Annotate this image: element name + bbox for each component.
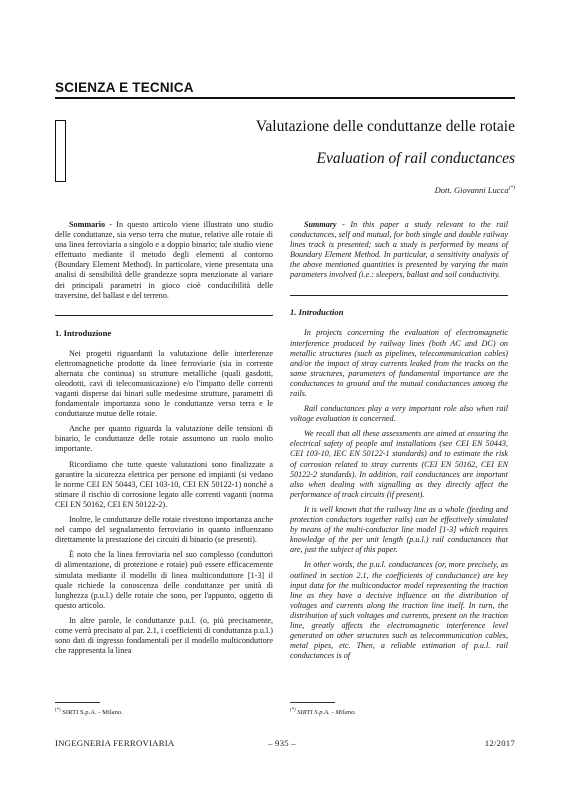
- paragraph: It is well known that the railway line as a whole (feeding and protection conductors together rails) can be effectively simulated by means of the multi-conductor line model [1-3] which requires knowledge of the per unit length (p.u.l.) rail conductances that are, just the subject of this paper.: [290, 504, 508, 555]
- footer-page-number: – 935 –: [268, 738, 296, 748]
- paragraph: Ricordiamo che tutte queste valutazioni sono finalizzate a garantire la sicurezza elettrica per persone ed impianti (si vedano le norme CEI EN 50443, CEI 103-10, CEI EN 50122-1) nonché a stimare il rischio di corrosione legato alle correnti vaganti (norma CEI EN 50162, CEI EN 50122-2).: [55, 459, 273, 509]
- section-label: SCIENZA E TECNICA: [55, 80, 194, 95]
- paragraph: Rail conductances play a very important role also when rail voltage evaluation is concerned.: [290, 404, 508, 424]
- footer-date: 12/2017: [484, 738, 515, 748]
- paragraph: Anche per quanto riguarda la valutazione delle tensioni di binario, le conduttanze delle rotaie assumono un ruolo molto importante.: [55, 424, 273, 454]
- summary-english: [290, 220, 508, 281]
- paragraph: We recall that all these assessments are aimed at ensuring the electrical safety of people and installations (see CEI EN 50443, CEI 103-10, IEC EN 50122-1 standards) and to estimate the risk of corrosion related to stray currents (CEI EN 50162, CEI EN 50122-2 standards). In addition, rail conductances are important also when dealing with signalling as they directly affect the performance of track circuits (if present).: [290, 429, 508, 499]
- left-column: [55, 220, 273, 661]
- section-divider: [290, 295, 508, 296]
- summary-label: Summary: [304, 220, 337, 229]
- footnote-right: [290, 708, 356, 716]
- header-rule: [55, 97, 515, 99]
- paragraph: È noto che la linea ferroviaria nel suo complesso (conduttori di alimentazione, di protezione e rotaie) può essere efficacemente simulata mediante il modello di linea multiconduttore [1-3] il quale richiede la conoscenza delle conduttanze per unità di lunghezza (p.u.l.) delle rotaie che sono, per l'appunto, oggetto di questo articolo.: [55, 550, 273, 610]
- footer-journal: INGEGNERIA FERROVIARIA: [55, 738, 175, 748]
- summary-italian: [55, 220, 273, 301]
- paragraph: In altre parole, le conduttanze p.u.l. (o, più precisamente, come verrà precisato al par. 2.1, i coefficienti di conduttanza p.u.l.) sono dati di ingresso fondamentali per il modello multiconduttore che rappresenta la linea: [55, 615, 273, 656]
- footnote-text: SIRTI S.p.A. - Milano.: [295, 709, 357, 717]
- section-heading: 1. Introduzione: [55, 327, 112, 338]
- summary-label: Sommario: [69, 220, 106, 229]
- author-footnote-mark: (*): [508, 185, 515, 192]
- summary-text: - In questo articolo viene illustrato uno studio delle conduttanze, sia verso terra che mutue, relative alle rotaie di una linea ferroviaria a singolo e a doppio binario; tale studio viene effettuato mediante il metodo degli elementi al contorno (Boundary Element Method). In particolare, viene presentata una analisi di sensibilità delle grandezze sopra menzionate al variare dei principali parametri in gioco cioè conducibilità delle traversine, del ballast e del terreno.: [55, 220, 273, 300]
- footnote-mark: (*): [290, 708, 296, 713]
- author-name: Dott. Giovanni Lucca: [434, 185, 509, 195]
- footnote-mark: (*): [55, 708, 61, 713]
- paragraph: In projects concerning the evaluation of electromagnetic interference produced by railway lines (both AC and DC) on metallic structures (such as pipelines, telecommunication cables) and/or the impact of stray currents leaked from the tracks on the same structures, parameters of fundamental importance are the conductances to ground and the mutual conductances among the rails.: [290, 328, 508, 399]
- author-line: [435, 185, 515, 195]
- section-heading: 1. Introduction: [290, 307, 344, 318]
- paragraph: Inoltre, le conduttanze delle rotaie rivestono importanza anche nel campo del segnalamento ferroviario in quanto influenzano direttamente la prestazione dei circuiti di binario (se presenti).: [55, 515, 273, 545]
- side-box-decoration: [55, 120, 66, 182]
- title-english: Evaluation of rail conductances: [316, 150, 515, 167]
- paragraph: In other words, the p.u.l. conductances (or, more precisely, as outlined in section 2.1, the coefficients of conductance) are key input data for the multiconductor model representing the traction line as they have a decisive influence on the distribution of voltages and currents along the traction line itself. In turn, the distribution of such voltages and currents, present on the traction line, greatly affects the electromagnetic interference level generated on other structures such as telecommunication cables, metal pipes, etc. Then, a reliable estimation of p.u.l. rail conductances is of: [290, 560, 508, 661]
- footnote-left: [55, 708, 123, 716]
- footnote-text: SIRTI S.p.A. - Milano.: [60, 709, 123, 717]
- section-divider: [55, 315, 273, 316]
- title-italian: Valutazione delle conduttanze delle rotaie: [255, 118, 515, 135]
- footnote-rule-left: [55, 702, 100, 703]
- summary-text: - In this paper a study relevant to the rail conductances, self and mutual, for both single and double railway lines track is presented; such a study is performed by means of Boundary Element Method. In particular, a sensitivity analysis of the above mentioned quantities is presented by varying the main parameters involved (i.e.: sleepers, ballast and soil conductivity.: [290, 220, 508, 280]
- footnote-rule-right: [290, 702, 335, 703]
- right-column: [290, 220, 508, 666]
- paragraph: Nei progetti riguardanti la valutazione delle interferenze elettromagnetiche prodotte da linee ferroviarie (sia in corrente alternata che continua) su strutture metalliche (quali gasdotti, oleodotti, cavi di telecomunicazione) e/o l'impatto delle correnti vaganti disperse dai binari sulle medesime strutture, parametri di fondamentale importanza sono le conduttanze verso terra e le conduttanze mutue delle rotaie.: [55, 348, 273, 419]
